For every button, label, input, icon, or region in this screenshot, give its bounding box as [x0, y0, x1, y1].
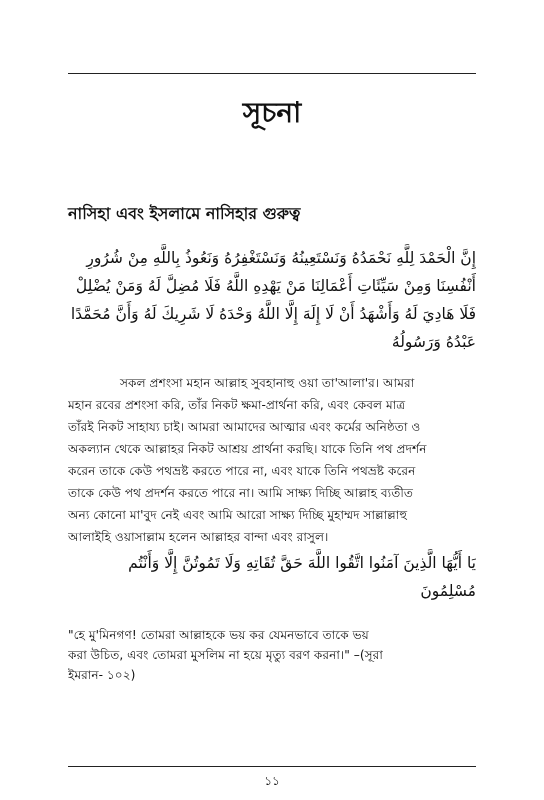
paragraph-line: অকল্যান থেকে আল্লাহর নিকট আশ্রয় প্রার্থনা করছি। যাকে তিনি পথ প্রদর্শন: [68, 442, 427, 456]
paragraph-line: তাকে কেউ পথ প্রদর্শন করতে পারে না। আমি সাক্ষ্য দিচ্ছি আল্লাহ ব্যতীত: [68, 486, 413, 500]
ayah-line: مُسْلِمُونَ: [420, 582, 476, 600]
section-heading: নাসিহা এবং ইসলামে নাসিহার গুরুত্ব: [68, 204, 301, 223]
top-rule: [68, 73, 476, 74]
dua-line: فَلَا هَادِيَ لَهُ وَأَشْهَدُ أَنْ لَا إِلَهَ إِلَّا اللَّهُ وَحْدَهُ لَا شَرِيكَ لَهُ وَأَنَّ مُحَمَّدًا: [70, 305, 476, 323]
paragraph-line: সকল প্রশংসা মহান আল্লাহ সুবহানাহু ওয়া তা'আলা'র। আমরা: [120, 376, 415, 390]
dua-line: أَنْفُسِنَا وَمِنْ سَيِّئَاتِ أَعْمَالِنَا مَنْ يَهْدِهِ اللَّهُ فَلَا مُضِلَّ لَهُ وَمَنْ يُضْلِلْ: [75, 277, 476, 295]
paragraph-line: মহান রবের প্রশংসা করি, তাঁর নিকট ক্ষমা-প্রার্থনা করি, এবং কেবল মাত্র: [68, 398, 406, 412]
ayah-translation: [68, 625, 476, 685]
dua-line: إِنَّ الْحَمْدَ لِلَّهِ نَحْمَدُهُ وَنَسْتَعِينُهُ وَنَسْتَغْفِرُهُ وَنَعُوذُ بِاللَّهِ مِنْ شُرُورِ: [86, 249, 476, 267]
translation-line: "হে মু'মিনগণ! তোমরা আল্লাহকে ভয় কর যেমনভাবে তাকে ভয়: [68, 628, 369, 642]
chapter-title: সূচনা: [242, 96, 302, 129]
paragraph-line: আলাইহি ওয়াসাল্লাম হলেন আল্লাহর বান্দা এবং রাসুল।: [68, 530, 329, 544]
opening-dua-arabic: [68, 244, 476, 356]
intro-paragraph: [68, 372, 476, 548]
quran-ayah-arabic: [68, 549, 476, 605]
bottom-rule: [68, 766, 476, 767]
ayah-line: يَا أَيُّهَا الَّذِينَ آمَنُوا اتَّقُوا اللَّهَ حَقَّ تُقَاتِهِ وَلَا تَمُوتُنَّ إِلَّا وَأَنْتُم: [128, 554, 476, 572]
paragraph-line: তাঁরই নিকট সাহায্য চাই। আমরা আমাদের আত্মার এবং কর্মের অনিষ্ঠতা ও: [68, 420, 421, 434]
page-number: ১১: [264, 774, 280, 788]
paragraph-line: করেন তাকে কেউ পথভ্রষ্ট করতে পারে না, এবং যাকে তিনি পথভ্রষ্ট করেন: [68, 464, 416, 478]
paragraph-line: অন্য কোনো মা'বুদ নেই এবং আমি আরো সাক্ষ্য দিচ্ছি মুহাম্মদ সাল্লাল্লাহু: [68, 508, 408, 522]
translation-line: ইমরান- ১০২): [68, 668, 136, 682]
dua-line: عَبْدُهُ وَرَسُولُهُ: [391, 333, 476, 351]
translation-line: করা উচিত, এবং তোমরা মুসলিম না হয়ে মৃত্যু বরণ করনা।" –(সূরা: [68, 648, 383, 662]
